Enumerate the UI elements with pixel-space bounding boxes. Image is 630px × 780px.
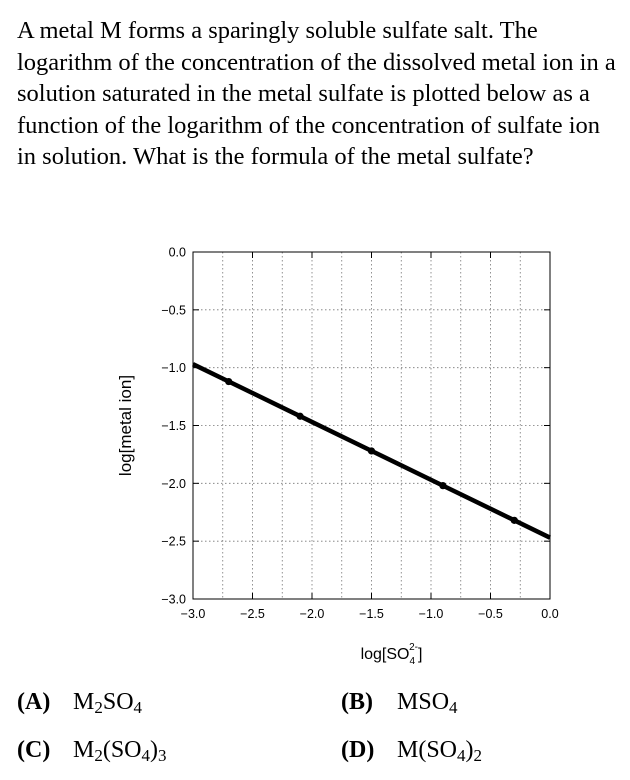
data-point [225, 378, 232, 385]
x-tick-label: −1.0 [418, 607, 444, 621]
choice-formula [73, 737, 167, 763]
data-line-group [193, 364, 550, 538]
formula-subscript: 4 [449, 698, 458, 717]
y-tick-label: −2.0 [161, 476, 186, 491]
formula-subscript: 2 [94, 698, 103, 717]
formula-subscript: 4 [141, 746, 151, 765]
x-axis-label-sub: 4 [409, 656, 416, 667]
formula-subscript: 2 [473, 746, 483, 765]
data-point [297, 413, 304, 420]
formula-text: SO [102, 689, 134, 715]
y-tick-label: −3.0 [161, 592, 186, 607]
y-axis-label: log[metal ion] [116, 374, 135, 477]
x-axis-label-end: ] [417, 646, 423, 663]
formula-text: ) [150, 737, 159, 763]
formula-text: MSO [397, 689, 450, 715]
choice-b[interactable] [341, 688, 458, 716]
plot-grid [193, 252, 550, 599]
choice-d[interactable] [341, 736, 482, 764]
formula-text: ) [465, 737, 474, 763]
choice-a[interactable] [17, 688, 142, 716]
data-point [511, 517, 518, 524]
choice-letter: (B) [341, 689, 373, 715]
choice-c[interactable] [17, 736, 167, 764]
formula-subscript: 4 [457, 746, 466, 765]
x-axis-label-sup: 2- [409, 642, 418, 653]
x-axis-label-main: log[SO [360, 646, 410, 663]
solubility-plot [0, 230, 630, 670]
y-tick-label: −0.5 [161, 303, 186, 318]
tick-label-group [161, 246, 558, 622]
data-point [368, 447, 375, 454]
choice-formula [397, 689, 458, 715]
choice-letter: (C) [17, 737, 51, 763]
x-tick-label: −2.5 [240, 607, 265, 621]
x-axis-label [361, 642, 423, 667]
x-tick-label: −1.5 [359, 607, 384, 621]
x-tick-label: −0.5 [478, 607, 503, 621]
y-tick-label: 0.0 [168, 245, 186, 260]
question-text: A metal M forms a sparingly soluble sulfate salt. The logarithm of the concentration of the dissolved metal ion in a solution saturated in the metal sulfate is plotted below as a function of the logarithm of the concentration of sulfate ion in solution. What is the formula of the metal sulfate? [17, 17, 616, 170]
choice-formula [73, 689, 142, 715]
formula-text: M [73, 689, 95, 715]
formula-subscript: 4 [133, 698, 143, 717]
y-tick-label: −1.5 [161, 419, 186, 433]
formula-subscript: 2 [94, 746, 103, 765]
formula-text: M(SO [397, 737, 458, 763]
y-tick-label: −1.0 [161, 361, 186, 376]
x-tick-label: 0.0 [541, 607, 559, 621]
formula-subscript: 3 [158, 746, 167, 765]
x-tick-label: −3.0 [180, 607, 206, 621]
x-tick-label: −2.0 [299, 607, 325, 621]
y-tick-label: −2.5 [161, 534, 186, 549]
formula-text: M [73, 737, 95, 763]
choice-letter: (A) [17, 689, 51, 715]
choice-formula [397, 737, 482, 763]
choice-letter: (D) [341, 737, 375, 763]
formula-text: (SO [102, 737, 142, 763]
data-point [439, 482, 446, 489]
